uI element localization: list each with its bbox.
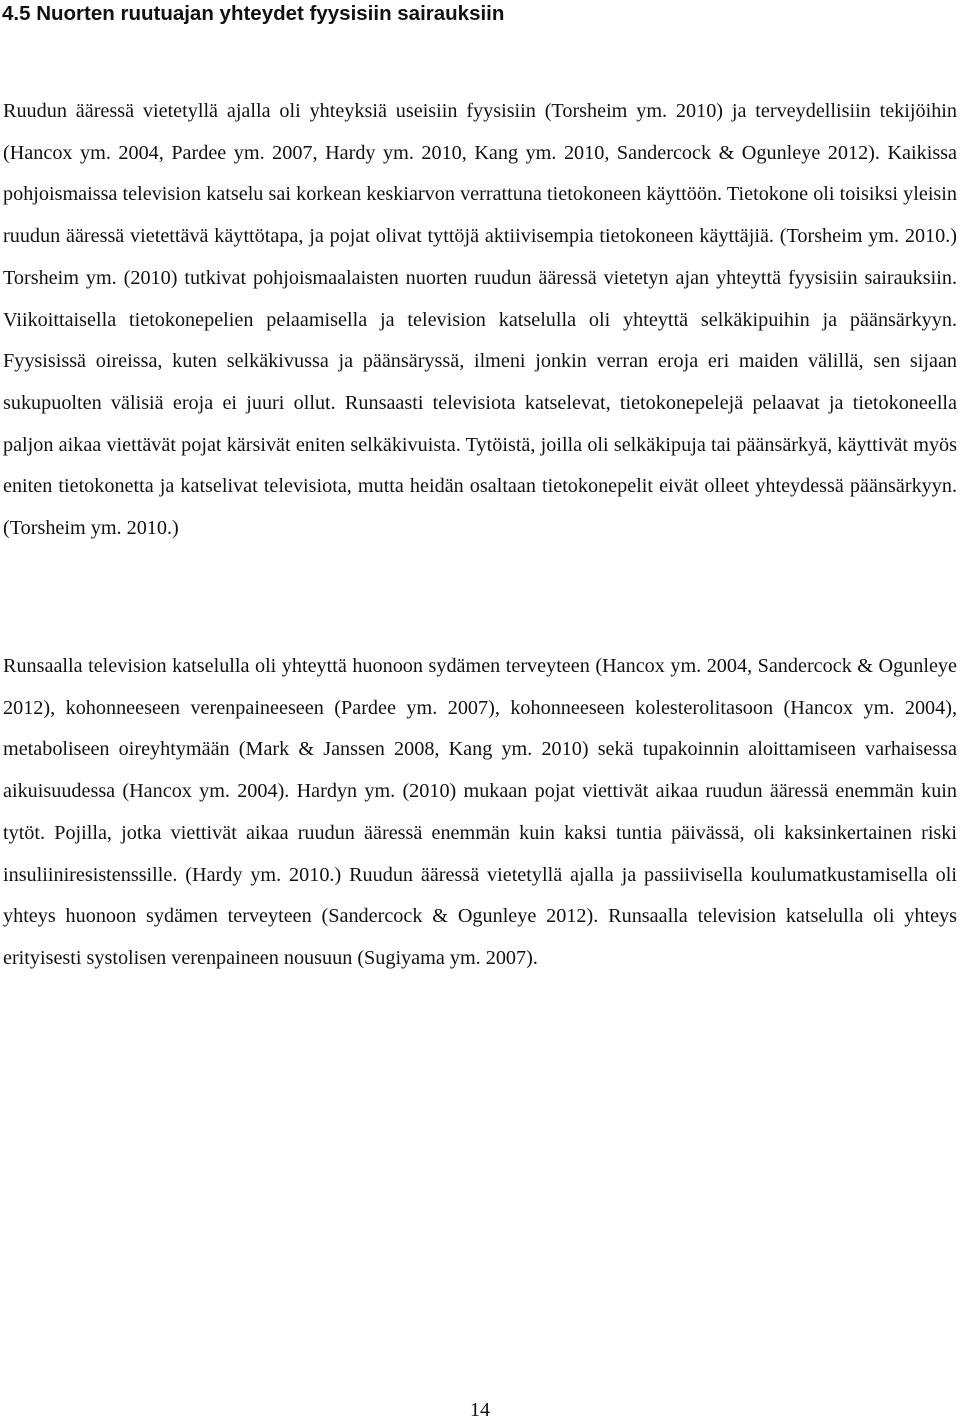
paragraph-cardiovascular-health: Runsaalla television katselulla oli yhteyttä huonoon sydämen terveyteen (Hancox ym. 2004, Sandercock & Ogunleye 2012), kohonneeseen verenpaineeseen (Pardee ym. 2007), kohonneeseen kolesterolitasoon (Hancox ym. 2004), metaboliseen oireyhtymään (Mark & Janssen 2008, Kang ym. 2010) sekä tupakoinnin aloittamiseen varhaisessa aikuisuudessa (Hancox ym. 2004). Hardyn ym. (2010) mukaan pojat viettivät aikaa ruudun ääressä enemmän kuin tytöt. Pojilla, jotka viettivät aikaa ruudun ääressä enemmän kuin kaksi tuntia päivässä, oli kaksinkertainen riski insuliiniresistenssille. (Hardy ym. 2010.) Ruudun ääressä vietetyllä ajalla ja passiivisella koulumatkustamisella oli yhteys huonoon sydämen terveyteen (Sandercock & Ogunleye 2012). Runsaalla television katselulla oli yhteys erityisesti systolisen verenpaineen nousuun (Sugiyama ym. 2007). [3,655,957,969]
paragraph-screen-time-physical-symptoms: Ruudun ääressä vietetyllä ajalla oli yhteyksiä useisiin fyysisiin (Torsheim ym. 2010) ja terveydellisiin tekijöihin (Hancox ym. 2004, Pardee ym. 2007, Hardy ym. 2010, Kang ym. 2010, Sandercock & Ogunleye 2012). Kaikissa pohjoismaissa television katselu sai korkean keskiarvon verrattuna tietokoneen käyttöön. Tietokone oli toisiksi yleisin ruudun ääressä vietettävä käyttötapa, ja pojat olivat tyttöjä aktiivisempia tietokoneen käyttäjiä. (Torsheim ym. 2010.) Torsheim ym. (2010) tutkivat pohjoismaalaisten nuorten ruudun ääressä vietetyn ajan yhteyttä fyysisiin sairauksiin. Viikoittaisella tietokonepelien pelaamisella ja television katselulla oli yhteyttä selkäkipuihin ja päänsärkyyn. Fyysisissä oireissa, kuten selkäkivussa ja päänsäryssä, ilmeni jonkin verran eroja eri maiden välillä, sen sijaan sukupuolten välisiä eroja ei juuri ollut. Runsaasti televisiota katselevat, tietokonepelejä pelaavat ja tietokoneella paljon aikaa viettävät pojat kärsivät eniten selkäkivuista. Tytöistä, joilla oli selkäkipuja tai päänsärkyä, käyttivät myös eniten tietokonetta ja katselivat televisiota, mutta heidän osaltaan tietokonepelit eivät olleet yhteydessä päänsärkyyn. (Torsheim ym. 2010.) [3,100,957,540]
section-heading: 4.5 Nuorten ruutuajan yhteydet fyysisiin sairauksiin [2,2,505,25]
page-number: 14 [470,1399,490,1421]
